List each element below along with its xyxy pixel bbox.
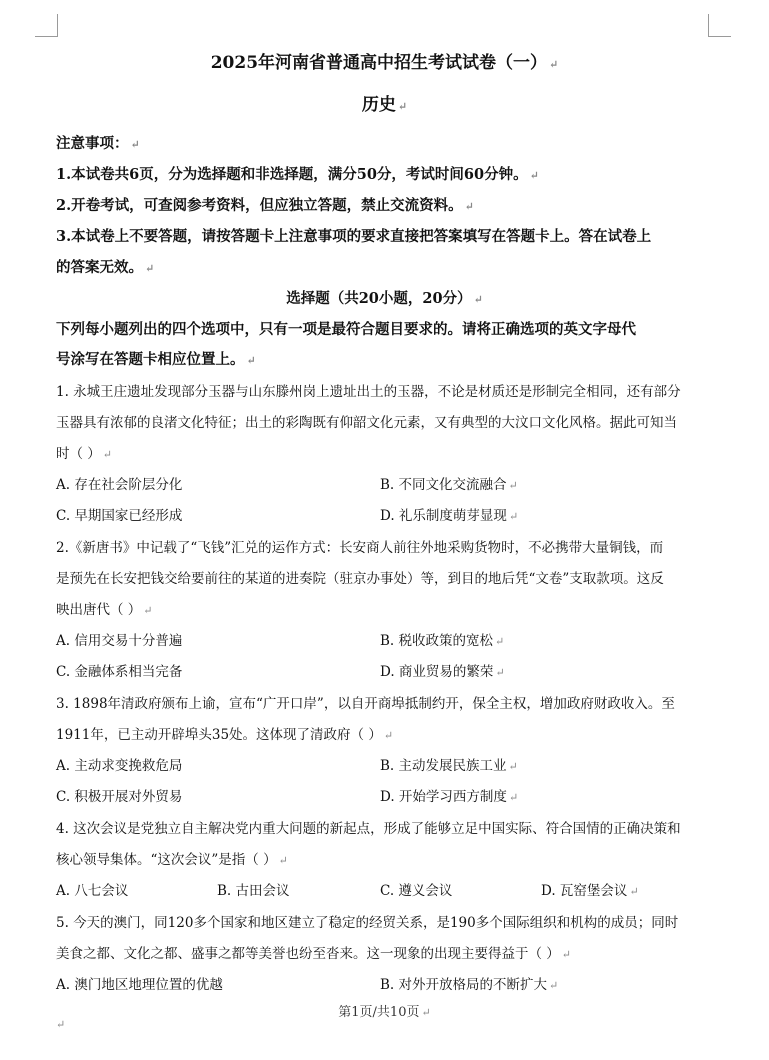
- question-1-option-d: D. 礼乐制度萌芽显现 ↵: [380, 508, 519, 524]
- question-4-option-b: B. 古田会议: [217, 883, 290, 899]
- question-2-option-c: C. 金融体系相当完备: [56, 664, 183, 680]
- question-2-option-d: D. 商业贸易的繁荣 ↵: [380, 664, 505, 680]
- question-2-option-a: A. 信用交易十分普遍: [56, 633, 183, 649]
- question-2-stem: 是预先在长安把钱交给要前往的某道的进奏院（驻京办事处）等，到目的地后凭“文卷”支取款项。这反: [56, 571, 664, 587]
- question-3-stem: 1911年，已主动开辟埠头35处。这体现了清政府（ ） ↵: [56, 727, 394, 743]
- question-5-stem: 5. 今天的澳门，同120多个国家和地区建立了稳定的经贸关系，是190多个国际组织和机构的成员；同时: [56, 915, 679, 931]
- paragraph-mark: ↵: [56, 1018, 66, 1031]
- exam-title: 2025年河南省普通高中招生考试试卷（一） ↵: [210, 53, 559, 73]
- question-3-option-c: C. 积极开展对外贸易: [56, 789, 183, 805]
- note-item: 3.本试卷上不要答题，请按答题卡上注意事项的要求直接把答案填写在答题卡上。答在试卷上: [56, 228, 652, 245]
- section-instruction: 号涂写在答题卡相应位置上。 ↵: [56, 351, 256, 368]
- question-4-stem: 4. 这次会议是党独立自主解决党内重大问题的新起点，形成了能够立足中国实际、符合国情的正确决策和: [56, 821, 681, 837]
- question-1-option-c: C. 早期国家已经形成: [56, 508, 183, 524]
- notes-heading: 注意事项： ↵: [56, 135, 140, 152]
- question-3-option-a: A. 主动求变挽救危局: [56, 758, 183, 774]
- crop-mark-top-left: [35, 14, 58, 37]
- question-5-option-a: A. 澳门地区地理位置的优越: [56, 977, 223, 993]
- note-item: 1.本试卷共6页，分为选择题和非选择题，满分50分，考试时间60分钟。 ↵: [56, 166, 539, 183]
- question-2-stem: 映出唐代（ ） ↵: [56, 602, 153, 618]
- page-footer: 第1页/共10页 ↵: [338, 1005, 431, 1020]
- section-instruction: 下列每小题列出的四个选项中，只有一项是最符合题目要求的。请将正确选项的英文字母代: [56, 321, 636, 338]
- question-4-option-c: C. 遵义会议: [380, 883, 453, 899]
- crop-mark-top-right: [708, 14, 731, 37]
- note-item: 2.开卷考试，可查阅参考资料，但应独立答题，禁止交流资料。 ↵: [56, 197, 474, 214]
- subject-title: 历史 ↵: [361, 95, 408, 115]
- question-4-option-d: D. 瓦窑堡会议 ↵: [541, 883, 639, 899]
- question-3-option-d: D. 开始学习西方制度 ↵: [380, 789, 519, 805]
- question-1-option-b: B. 不同文化交流融合 ↵: [380, 477, 518, 493]
- question-2-stem: 2.《新唐书》中记载了“飞钱”汇兑的运作方式：长安商人前往外地采购货物时，不必携带大量铜钱，而: [56, 540, 664, 556]
- question-1-option-a: A. 存在社会阶层分化: [56, 477, 183, 493]
- question-1-stem: 1. 永城王庄遗址发现部分玉器与山东滕州岗上遗址出土的玉器，不论是材质还是形制完全相同，还有部分: [56, 384, 681, 400]
- question-4-stem: 核心领导集体。“这次会议”是指（ ） ↵: [56, 852, 288, 868]
- question-1-stem: 玉器具有浓郁的良渚文化特征；出土的彩陶既有仰韶文化元素，又有典型的大汶口文化风格。据此可知当: [56, 415, 677, 431]
- question-3-stem: 3. 1898年清政府颁布上谕，宣布“广开口岸”，以自开商埠抵制约开，保全主权，增加政府财政收入。至: [56, 696, 675, 712]
- question-5-stem: 美食之都、文化之都、盛事之都等美誉也纷至沓来。这一现象的出现主要得益于（ ） ↵: [56, 946, 572, 962]
- question-5-option-b: B. 对外开放格局的不断扩大 ↵: [380, 977, 559, 993]
- section-title: 选择题（共20小题，20分） ↵: [286, 290, 483, 307]
- question-4-option-a: A. 八七会议: [56, 883, 129, 899]
- question-3-option-b: B. 主动发展民族工业 ↵: [380, 758, 518, 774]
- question-2-option-b: B. 税收政策的宽松 ↵: [380, 633, 505, 649]
- note-item-cont: 的答案无效。 ↵: [56, 259, 155, 276]
- question-1-stem: 时（ ） ↵: [56, 446, 113, 462]
